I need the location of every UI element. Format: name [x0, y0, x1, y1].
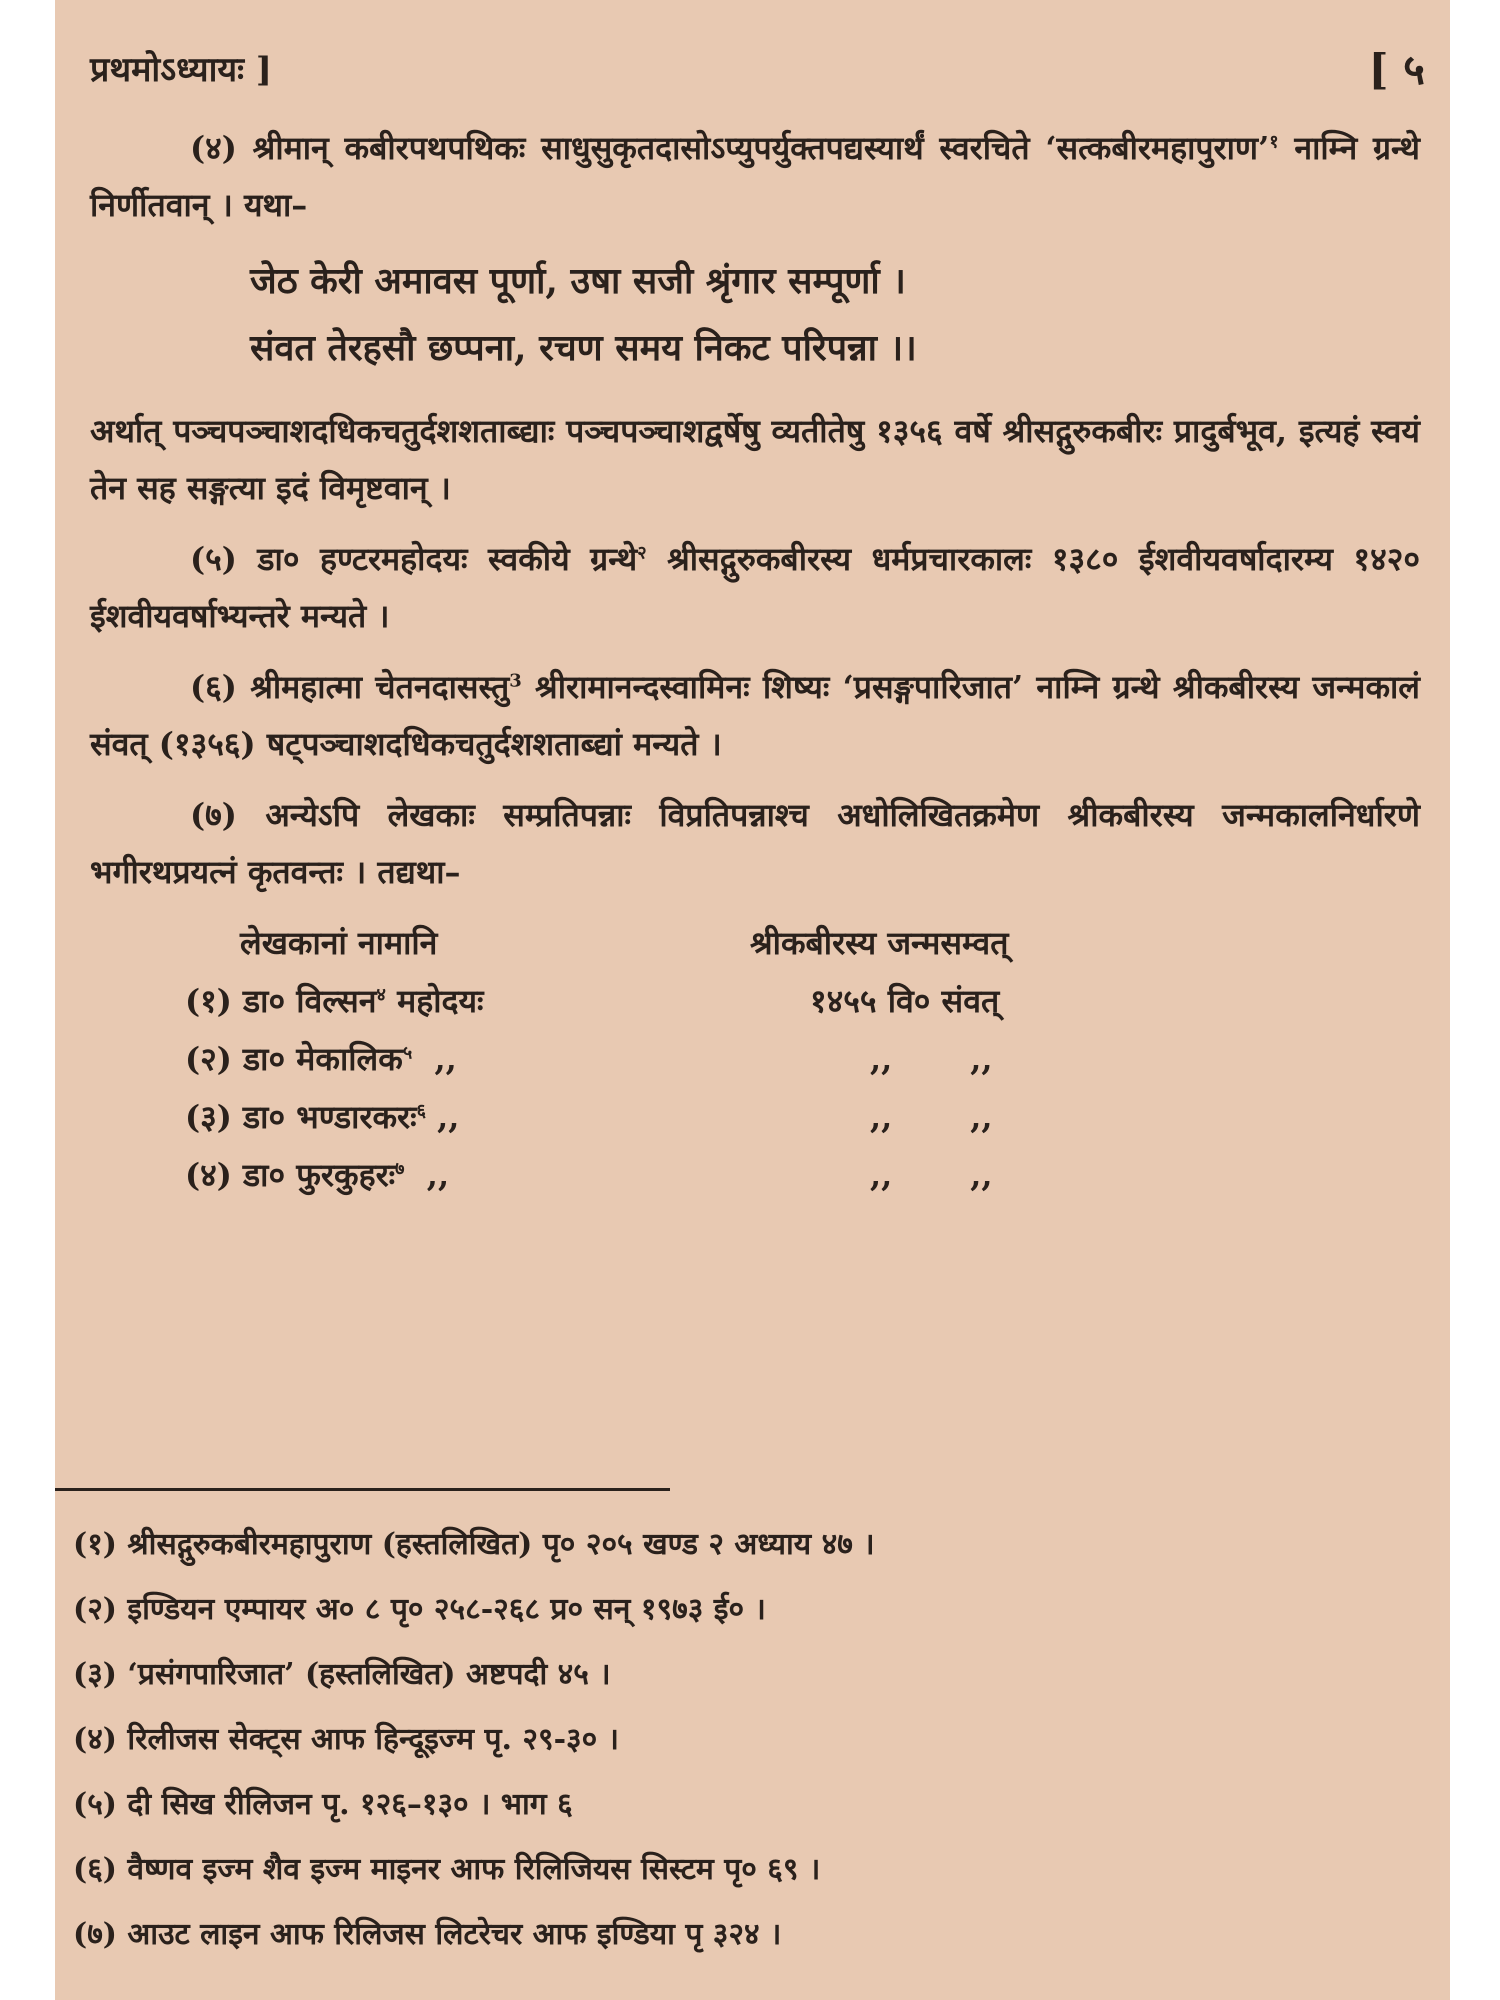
birth-year-cell: ,, ,, [870, 1040, 993, 1079]
column-header-authors: लेखकानां नामानि [240, 924, 438, 963]
footnote-ref-6: ६ [416, 1100, 426, 1122]
birth-year-cell: ,, ,, [870, 1098, 993, 1137]
book-page [55, 0, 1450, 2000]
paragraph-6-tail: श्रीरामानन्दस्वामिनः शिष्यः ‘प्रसङ्गपारिजात’ नाम्नि ग्रन्थे श्रीकबीरस्य जन्मकालं संवत् (१३५६) षट्पञ्चाशदधिकचतुर्दशशताब्द्यां मन्यते । [90, 667, 1420, 763]
author-cell [90, 973, 750, 1030]
author-cell [90, 1031, 750, 1088]
paragraph-meaning: अर्थात् पञ्चपञ्चाशदधिकचतुर्दशशताब्द्याः पञ्चपञ्चाशद्वर्षेषु व्यतीतेषु १३५६ वर्षे श्रीसद्गुरुकबीरः प्रादुर्बभूव, इत्यहं स्वयं तेन सह सङ्गत्या इदं विमृष्टवान् । [90, 412, 1420, 508]
author-cell [90, 1089, 750, 1146]
birth-year-cell: ,, ,, [870, 1156, 993, 1195]
table-row [90, 1089, 1420, 1147]
verse-line-2: संवत तेरहसौ छप्पना, रचण समय निकट परिपन्ना ।। [250, 326, 917, 369]
author-suffix: ,, [404, 1156, 450, 1195]
footnote-ref-1: १ [1269, 131, 1279, 153]
column-header-birth-year: श्रीकबीरस्य जन्मसम्वत् [750, 924, 1009, 963]
birth-year-table [90, 915, 1420, 1205]
paragraph-6-lead: (६) श्रीमहात्मा चेतनदासस्तु [190, 667, 510, 706]
author-name: (१) डा० विल्सन [185, 982, 377, 1021]
author-cell [90, 1147, 750, 1204]
author-suffix: ,, [412, 1040, 457, 1079]
footnote-ref-4: ४ [376, 984, 386, 1006]
table-row [90, 1147, 1420, 1205]
author-suffix: ,, [425, 1098, 460, 1137]
verse-line-1: जेठ केरी अमावस पूर्णा, उषा सजी श्रृंगार सम्पूर्णा । [250, 259, 906, 302]
paragraph-4 [90, 120, 1420, 234]
footnote-7: (७) आउट लाइन आफ रिलिजस लिटरेचर आफ इण्डिया पृ ३२४ । [73, 1916, 782, 1952]
author-suffix: महोदयः [385, 982, 484, 1021]
verse-block [250, 248, 1420, 381]
page-header [90, 38, 1425, 98]
paragraph-4-tail: नाम्नि ग्रन्थे निर्णीतवान् । यथा– [90, 129, 1420, 224]
footnote-2: (२) इण्डियन एम्पायर अ० ८ पृ० २५८-२६८ प्र० सन् १९७३ ई० । [73, 1591, 766, 1627]
footnote-ref-2: २ [637, 542, 647, 564]
paragraph-4-lead: (४) श्रीमान् कबीरपथपथिकः साधुसुकृतदासोऽप्युपर्युक्तपद्यस्यार्थं स्वरचिते ‘सत्कबीरमहापुराण’ [190, 129, 1270, 167]
page-body [90, 120, 1420, 1205]
footnotes [73, 1512, 1420, 1967]
table-row [90, 973, 1420, 1031]
footnote-ref-5: ५ [402, 1042, 413, 1064]
page-number: [ ५ [1368, 44, 1425, 94]
paragraph-7: (७) अन्येऽपि लेखकाः सम्प्रतिपन्नाः विप्रतिपन्नाश्च अधोलिखितक्रमेण श्रीकबीरस्य जन्मकालनिर्धारणे भगीरथप्रयत्नं कृतवन्तः । तद्यथा– [90, 795, 1420, 891]
footnote-1: (१) श्रीसद्गुरुकबीरमहापुराण (हस्तलिखित) पृ० २०५ खण्ड २ अध्याय ४७ । [73, 1526, 875, 1562]
paragraph-5-lead: (५) डा० हण्टरमहोदयः स्वकीये ग्रन्थे [190, 540, 638, 578]
table-row [90, 1031, 1420, 1089]
table-header [90, 915, 1420, 973]
chapter-heading: प्रथमोऽध्यायः ] [90, 50, 272, 90]
footnote-ref-7: ७ [395, 1158, 405, 1180]
paragraph-6 [90, 659, 1420, 773]
author-name: (२) डा० मेकालिक [185, 1040, 403, 1079]
author-name: (३) डा० भण्डारकरः [185, 1098, 417, 1137]
footnote-6: (६) वैष्णव इज्म शैव इज्म माइनर आफ रिलिजियस सिस्टम पृ० ६९ । [73, 1851, 821, 1887]
paragraph-5 [90, 531, 1420, 645]
footnote-3: (३) ‘प्रसंगपारिजात’ (हस्तलिखित) अष्टपदी ४५ । [73, 1656, 611, 1692]
paragraph-5-tail: श्रीसद्गुरुकबीरस्य धर्मप्रचारकालः १३८० ईशवीयवर्षादारम्य १४२० ईशवीयवर्षाभ्यन्तरे मन्यते । [90, 540, 1420, 635]
footnote-4: (४) रिलीजस सेक्ट्स आफ हिन्दूइज्म पृ. २९-३० । [73, 1721, 620, 1757]
birth-year-cell: १४५५ वि० संवत् [810, 982, 1000, 1021]
author-name: (४) डा० फुरकुहरः [185, 1156, 396, 1195]
footnote-divider [55, 1488, 670, 1491]
footnote-5: (५) दी सिख रीलिजन पृ. १२६–१३० । भाग ६ [73, 1786, 573, 1822]
footnote-ref-3: 3 [509, 670, 522, 692]
